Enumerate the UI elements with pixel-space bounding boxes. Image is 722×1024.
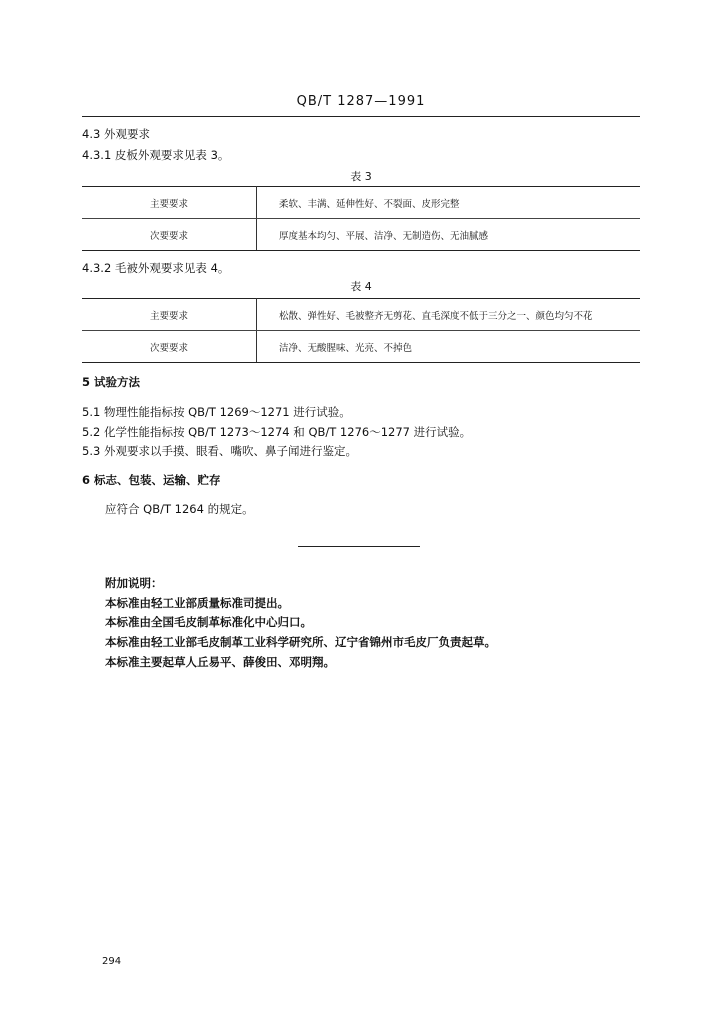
table-cell-value: 松散、弹性好、毛被整齐无剪花、直毛深度不低于三分之一、颜色均匀不花 [257,299,641,331]
page-number: 294 [102,956,122,967]
section-5-3: 5.3 外观要求以手摸、眼看、嘴吹、鼻子闻进行鉴定。 [82,444,357,458]
page-header: QB/T 1287—1991 [296,94,426,109]
table-cell-value: 厚度基本均匀、平展、洁净、无制造伤、无油腻感 [257,219,641,251]
table-3-caption: 表 3 [350,170,372,183]
table-3 [82,186,640,251]
table-4-caption: 表 4 [350,280,372,293]
header-rule [82,116,640,117]
notes-line: 本标准由全国毛皮制革标准化中心归口。 [105,615,312,629]
notes-line: 本标准由轻工业部质量标准司提出。 [105,596,289,610]
notes-line: 本标准主要起草人丘易平、薛俊田、邓明翔。 [105,655,335,669]
table-cell-value: 柔软、丰满、延伸性好、不裂面、皮形完整 [257,187,641,219]
table-cell-label: 次要要求 [82,331,257,363]
table-row [82,187,640,219]
section-6-title: 6 标志、包装、运输、贮存 [82,473,221,487]
section-5-title: 5 试验方法 [82,375,141,389]
section-4-3-1: 4.3.1 皮板外观要求见表 3。 [82,148,230,162]
section-6-body: 应符合 QB/T 1264 的规定。 [105,502,254,516]
section-5-2: 5.2 化学性能指标按 QB/T 1273～1274 和 QB/T 1276～1277 进行试验。 [82,425,472,439]
table-4 [82,298,640,363]
table-row [82,219,640,251]
section-4-3-2: 4.3.2 毛被外观要求见表 4。 [82,261,230,275]
section-4-3-title: 4.3 外观要求 [82,127,150,141]
table-cell-value: 洁净、无酸腥味、光亮、不掉色 [257,331,641,363]
notes-title: 附加说明： [105,576,163,590]
table-row [82,299,640,331]
section-5-1: 5.1 物理性能指标按 QB/T 1269～1271 进行试验。 [82,405,351,419]
notes-line: 本标准由轻工业部毛皮制革工业科学研究所、辽宁省锦州市毛皮厂负责起草。 [105,635,496,649]
table-row [82,331,640,363]
separator-rule [298,546,420,547]
table-cell-label: 次要要求 [82,219,257,251]
table-cell-label: 主要要求 [82,187,257,219]
table-cell-label: 主要要求 [82,299,257,331]
